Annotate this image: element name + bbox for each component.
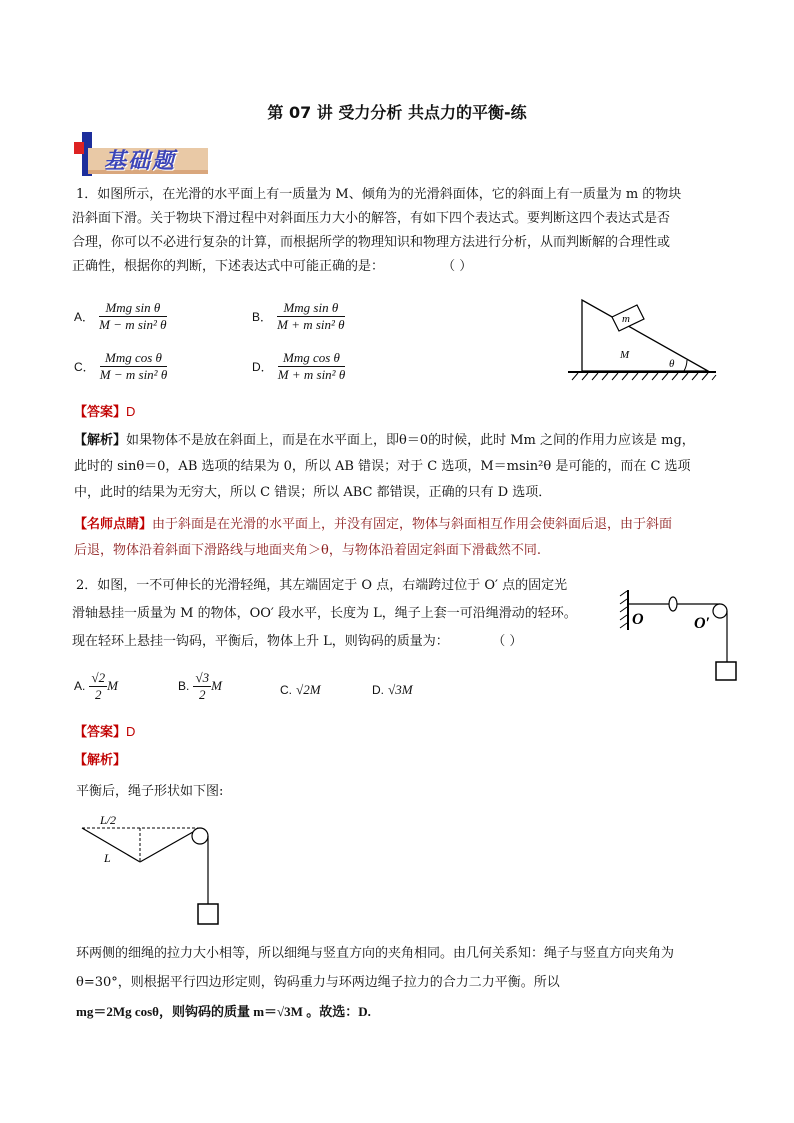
- label-L: L: [104, 851, 111, 865]
- q1-incline-figure: [566, 292, 726, 384]
- section-banner: [74, 128, 214, 180]
- q2-equilibrium-figure: [78, 808, 228, 932]
- q2-pulley-figure: [616, 584, 740, 684]
- label-O: O: [632, 611, 644, 628]
- q2-option-d[interactable]: D. √3M: [372, 682, 413, 697]
- q1-stem-line: 合理，你可以不必进行复杂的计算，而根据所学的物理知识和物理方法进行分析，从而判断解的合理性或: [72, 235, 671, 250]
- label-m: m: [622, 313, 630, 325]
- section-banner-label: 基础题: [104, 148, 177, 174]
- label-O-prime: O′: [694, 615, 711, 632]
- q1-stem-line: 正确性，根据你的判断，下述表达式中可能正确的是： （ ）: [72, 259, 473, 274]
- q1-analysis: 【解析】如果物体不是放在斜面上，而是在水平面上，即θ＝0的时候，此时 Mm 之间的作用力应该是 mg， 此时的 sinθ＝0，AB 选项的结果为 0，所以 AB 错误；对于 C 选项，M＝msin²θ 是可能的，而在 C 选项 中，此时的结果为无穷大，所以 C 错误；所以 ABC 都错误，正确的只有 D 选项．: [74, 433, 695, 500]
- q1-tip: 【名师点睛】由于斜面是在光滑的水平面上，并没有固定，物体与斜面相互作用会使斜面后退，由于斜面 后退，物体沿着斜面下滑路线与地面夹角＞θ，与物体沿着固定斜面下滑截然不同.: [74, 517, 673, 558]
- q1-option-a[interactable]: A． $\frac{\text{Mmg sin θ}}{\text{M − m sin² θ}}$: [74, 300, 167, 332]
- q2-analysis-label: 【解析】: [74, 753, 127, 768]
- page-title: 第 07 讲 受力分析 共点力的平衡-练: [267, 103, 527, 122]
- label-half-L: L/2: [100, 813, 117, 827]
- q1-stem-line: 1．如图所示，在光滑的水平面上有一质量为 M、倾角为的光滑斜面体，它的斜面上有一质量为 m 的物块: [76, 187, 682, 202]
- q2-explanation: 环两侧的细绳的拉力大小相等，所以细绳与竖直方向的夹角相同。由几何关系知：绳子与竖直方向夹角为 θ=30°，则根据平行四边形定则，钩码重力与环两边绳子拉力的合力二力平衡。所以 mg＝2Mg cosθ，则钩码的质量 m＝√3M 。故选：D.: [76, 946, 675, 1019]
- q1-option-c[interactable]: C． $\frac{\text{Mmg cos θ}}{\text{M − m sin² θ}}$: [74, 350, 168, 382]
- label-M: M: [620, 349, 630, 361]
- q2-stem: 2．如图，一不可伸长的光滑轻绳，其左端固定于 O 点，右端跨过位于 O′ 点的固定光 滑轴悬挂一质量为 M 的物体，OO′ 段水平，长度为 L，绳子上套一可沿绳滑动的轻环。 现在轻环上悬挂一钩码，平衡后，物体上升 L，则钩码的质量为： （ ）: [72, 578, 577, 649]
- q2-option-b[interactable]: B. $\frac{√3}{2}$ M: [178, 670, 222, 702]
- q2-after-text: 平衡后，绳子形状如下图:: [76, 784, 224, 799]
- q2-answer: 【答案】D: [74, 724, 136, 740]
- label-theta: θ: [669, 358, 675, 370]
- q2-option-a[interactable]: A. $\frac{√2}{2}$ M: [74, 670, 118, 702]
- q1-stem-line: 沿斜面下滑。关于物块下滑过程中对斜面压力大小的解答，有如下四个表达式。要判断这四个表达式是否: [72, 211, 671, 226]
- q1-stem: [72, 183, 736, 279]
- q1-option-d[interactable]: D． $\frac{\text{Mmg cos θ}}{\text{M + m sin² θ}}$: [252, 350, 346, 382]
- q1-option-b[interactable]: B． $\frac{\text{Mmg sin θ}}{\text{M + m sin² θ}}$: [252, 300, 345, 332]
- q1-answer: 【答案】D: [74, 404, 136, 420]
- q2-option-c[interactable]: C. √2M: [280, 682, 321, 697]
